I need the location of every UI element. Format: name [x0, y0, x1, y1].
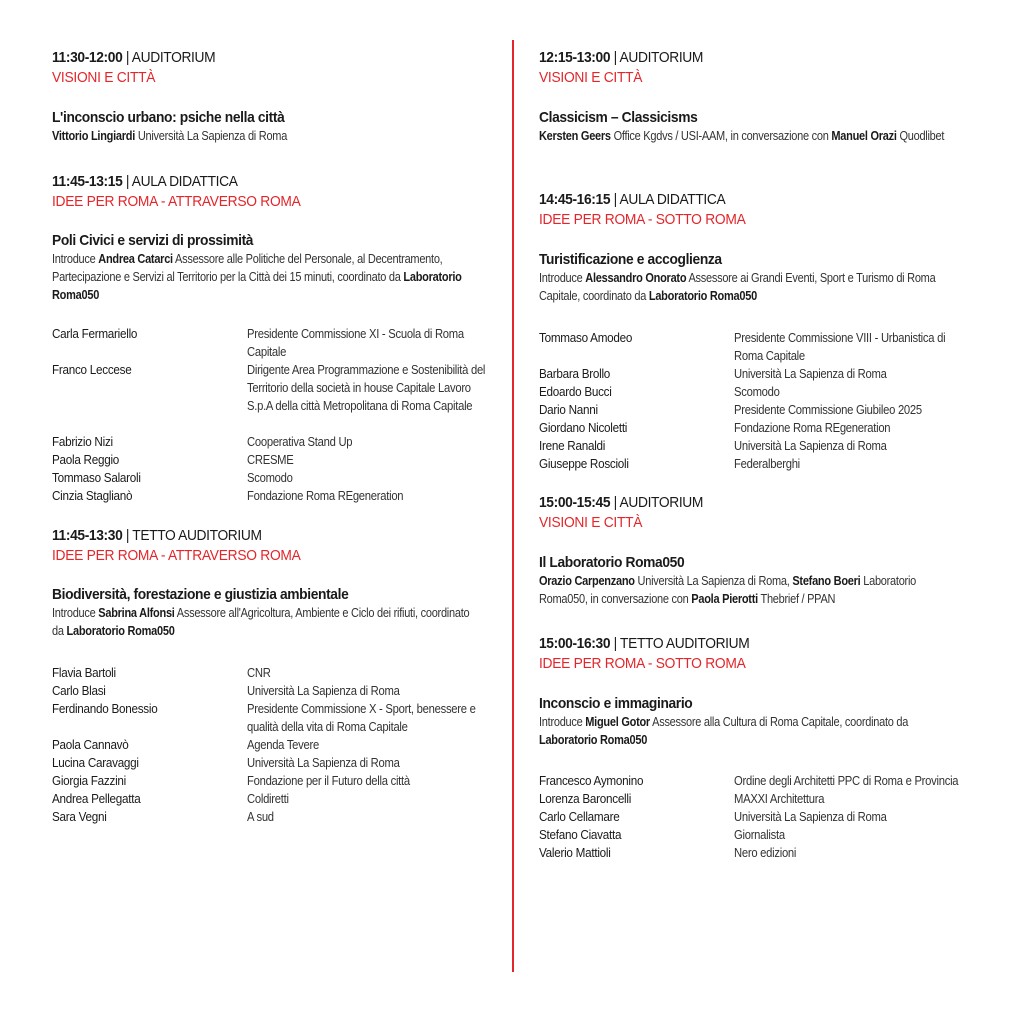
panel-member-name: Lorenza Baroncelli [539, 791, 632, 806]
intro-name: Miguel Gotor [585, 715, 650, 729]
session-title: Turistificazione e accoglienza [539, 251, 722, 268]
session-venue: AUDITORIUM [619, 49, 704, 66]
session-category: VISIONI E CITTÀ [539, 69, 643, 86]
session-time: 11:45-13:30 [52, 527, 123, 544]
panel-member-role: Giornalista [734, 828, 785, 842]
speaker-name: Manuel Orazi [831, 129, 897, 143]
panel-member-role: Dirigente Area Programmazione e Sostenibilità del Territorio della società in house Capitale Lavoro S.p.A della città Metropolitana di Roma Capitale [247, 363, 486, 413]
speaker-name: Stefano Boeri [792, 574, 861, 588]
column-divider [512, 40, 514, 972]
panel-member-name: Barbara Brollo [539, 366, 611, 381]
panel-member-role: CNR [247, 666, 271, 680]
intro-coordinator: Laboratorio Roma050 [66, 624, 175, 638]
session-block [52, 526, 492, 640]
session-speakers: Orazio Carpenzano Università La Sapienza di Roma, Stefano Boeri Laboratorio Roma050, in conversazione con Paola Pierotti Thebrief / PPAN [539, 574, 916, 606]
panel-member-name: Edoardo Bucci [539, 384, 612, 399]
panel-member-name: Sara Vegni [52, 809, 107, 824]
session-time-venue: 15:00-15:45 | AUDITORIUM [539, 494, 704, 511]
session-intro: Introduce Sabrina Alfonsi Assessore all'Agricoltura, Ambiente e Ciclo dei rifiuti, coordinato da Laboratorio Roma050 [52, 606, 470, 638]
panel-member-role: Agenda Tevere [247, 738, 319, 752]
panel-member-name: Giuseppe Roscioli [539, 456, 629, 471]
panel-member-role: Presidente Commissione VIII - Urbanistica di Roma Capitale [734, 331, 946, 363]
panel-member-role: Scomodo [734, 385, 780, 399]
session-title: Inconscio e immaginario [539, 695, 693, 712]
speaker-name: Kersten Geers [539, 129, 611, 143]
session-block [539, 190, 979, 305]
panel-member-role: Fondazione per il Futuro della città [247, 774, 410, 788]
session-intro: Introduce Andrea Catarci Assessore alle Politiche del Personale, al Decentramento, Partecipazione e Servizi al Territorio per la Città dei 15 minuti, coordinato da Laboratorio Roma050 [52, 252, 462, 302]
panel-member-name: Valerio Mattioli [539, 845, 611, 860]
session-time: 11:45-13:15 [52, 173, 123, 190]
panel-member-name: Irene Ranaldi [539, 438, 606, 453]
session-time-venue: 11:45-13:15 | AULA DIDATTICA [52, 173, 238, 190]
panel-member-name: Giorgia Fazzini [52, 773, 126, 788]
panel-member-role: Fondazione Roma REgeneration [734, 421, 891, 435]
session-time: 15:00-16:30 [539, 635, 611, 652]
session-category: IDEE PER ROMA - ATTRAVERSO ROMA [52, 547, 301, 564]
session-title: Classicism – Classicisms [539, 109, 698, 126]
session-venue: AULA DIDATTICA [131, 173, 238, 190]
panel-member-role: Federalberghi [734, 457, 800, 471]
panel-member-name: Giordano Nicoletti [539, 420, 628, 435]
session-time: 14:45-16:15 [539, 191, 611, 208]
panel-member-name: Tommaso Amodeo [539, 330, 633, 345]
panel-member-name: Stefano Ciavatta [539, 827, 622, 842]
session-time: 11:30-12:00 [52, 49, 123, 66]
panel-member-name: Dario Nanni [539, 402, 598, 417]
panel-member-role: Coldiretti [247, 792, 289, 806]
session-block [539, 493, 979, 608]
intro-name: Andrea Catarci [98, 252, 173, 266]
panel-member-role: Cooperativa Stand Up [247, 435, 353, 449]
session-time-venue: 14:45-16:15 | AULA DIDATTICA [539, 191, 726, 208]
intro-coordinator: Laboratorio Roma050 [539, 733, 648, 747]
session-block [539, 48, 979, 145]
intro-name: Alessandro Onorato [585, 271, 687, 285]
panel-member-role: Presidente Commissione X - Sport, benessere e qualità della vita di Roma Capitale [247, 702, 476, 734]
panel-member-name: Flavia Bartoli [52, 665, 116, 680]
session-intro: Introduce Miguel Gotor Assessore alla Cultura di Roma Capitale, coordinato da Laboratorio Roma050 [539, 715, 909, 747]
session-block [539, 634, 979, 749]
session-block [52, 172, 492, 304]
session-title: L'inconscio urbano: psiche nella città [52, 109, 285, 126]
panel-member-name: Fabrizio Nizi [52, 434, 113, 449]
session-venue: AUDITORIUM [131, 49, 216, 66]
session-venue: AULA DIDATTICA [619, 191, 726, 208]
session-time-venue: 15:00-16:30 | TETTO AUDITORIUM [539, 635, 750, 652]
intro-name: Sabrina Alfonsi [98, 606, 175, 620]
panel-member-name: Carlo Cellamare [539, 809, 620, 824]
session-title: Il Laboratorio Roma050 [539, 554, 685, 571]
session-title: Poli Civici e servizi di prossimità [52, 232, 254, 249]
session-time-venue: 12:15-13:00 | AUDITORIUM [539, 49, 704, 66]
session-time: 12:15-13:00 [539, 49, 611, 66]
panel-member-name: Ferdinando Bonessio [52, 701, 158, 716]
session-time: 15:00-15:45 [539, 494, 611, 511]
session-venue: TETTO AUDITORIUM [132, 527, 262, 544]
session-category: IDEE PER ROMA - SOTTO ROMA [539, 211, 746, 228]
panel-member-role: Università La Sapienza di Roma [734, 439, 887, 453]
intro-coordinator: Laboratorio Roma050 [52, 270, 462, 302]
panel-member-role: Università La Sapienza di Roma [734, 810, 887, 824]
panel-member-role: Presidente Commissione Giubileo 2025 [734, 403, 922, 417]
panel-member-role: Presidente Commissione XI - Scuola di Roma Capitale [247, 327, 464, 359]
panel-member-role: Nero edizioni [734, 846, 797, 860]
panel-member-role: CRESME [247, 453, 294, 467]
panel-member-name: Tommaso Salaroli [52, 470, 141, 485]
panel-member-name: Carlo Blasi [52, 683, 106, 698]
session-category: VISIONI E CITTÀ [539, 514, 643, 531]
session-venue: AUDITORIUM [619, 494, 704, 511]
intro-coordinator: Laboratorio Roma050 [648, 289, 757, 303]
panel-member-name: Francesco Aymonino [539, 773, 644, 788]
session-title: Biodiversità, forestazione e giustizia ambientale [52, 586, 349, 603]
session-block [52, 48, 492, 145]
panel-member-role: MAXXI Architettura [734, 792, 825, 806]
session-time-venue: 11:30-12:00 | AUDITORIUM [52, 49, 216, 66]
panel-member-name: Lucina Caravaggi [52, 755, 139, 770]
panel-member-role: Fondazione Roma REgeneration [247, 489, 404, 503]
panel-member-role: Università La Sapienza di Roma [247, 756, 400, 770]
speaker-name: Orazio Carpenzano [539, 574, 635, 588]
panel-member-name: Carla Fermariello [52, 326, 138, 341]
panel-member-role: Università La Sapienza di Roma [247, 684, 400, 698]
session-speakers: Vittorio Lingiardi Università La Sapienza di Roma [52, 129, 288, 143]
session-venue: TETTO AUDITORIUM [620, 635, 750, 652]
panel-member-name: Paola Cannavò [52, 737, 129, 752]
panel-member-name: Andrea Pellegatta [52, 791, 141, 806]
panel-member-role: Ordine degli Architetti PPC di Roma e Provincia [734, 774, 959, 788]
session-category: VISIONI E CITTÀ [52, 69, 156, 86]
session-category: IDEE PER ROMA - SOTTO ROMA [539, 655, 746, 672]
panel-member-name: Cinzia Staglianò [52, 488, 133, 503]
speaker-name: Paola Pierotti [691, 592, 758, 606]
panel-member-role: Università La Sapienza di Roma [734, 367, 887, 381]
session-category: IDEE PER ROMA - ATTRAVERSO ROMA [52, 193, 301, 210]
panel-member-role: A sud [247, 810, 274, 824]
session-time-venue: 11:45-13:30 | TETTO AUDITORIUM [52, 527, 262, 544]
panel-member-name: Franco Leccese [52, 362, 132, 377]
panel-member-role: Scomodo [247, 471, 293, 485]
panel-member-name: Paola Reggio [52, 452, 120, 467]
speaker-name: Vittorio Lingiardi [52, 129, 136, 143]
session-speakers: Kersten Geers Office Kgdvs / USI-AAM, in conversazione con Manuel Orazi Quodlibet [539, 129, 945, 143]
session-intro: Introduce Alessandro Onorato Assessore ai Grandi Eventi, Sport e Turismo di Roma Capitale, coordinato da Laboratorio Roma050 [539, 271, 936, 303]
